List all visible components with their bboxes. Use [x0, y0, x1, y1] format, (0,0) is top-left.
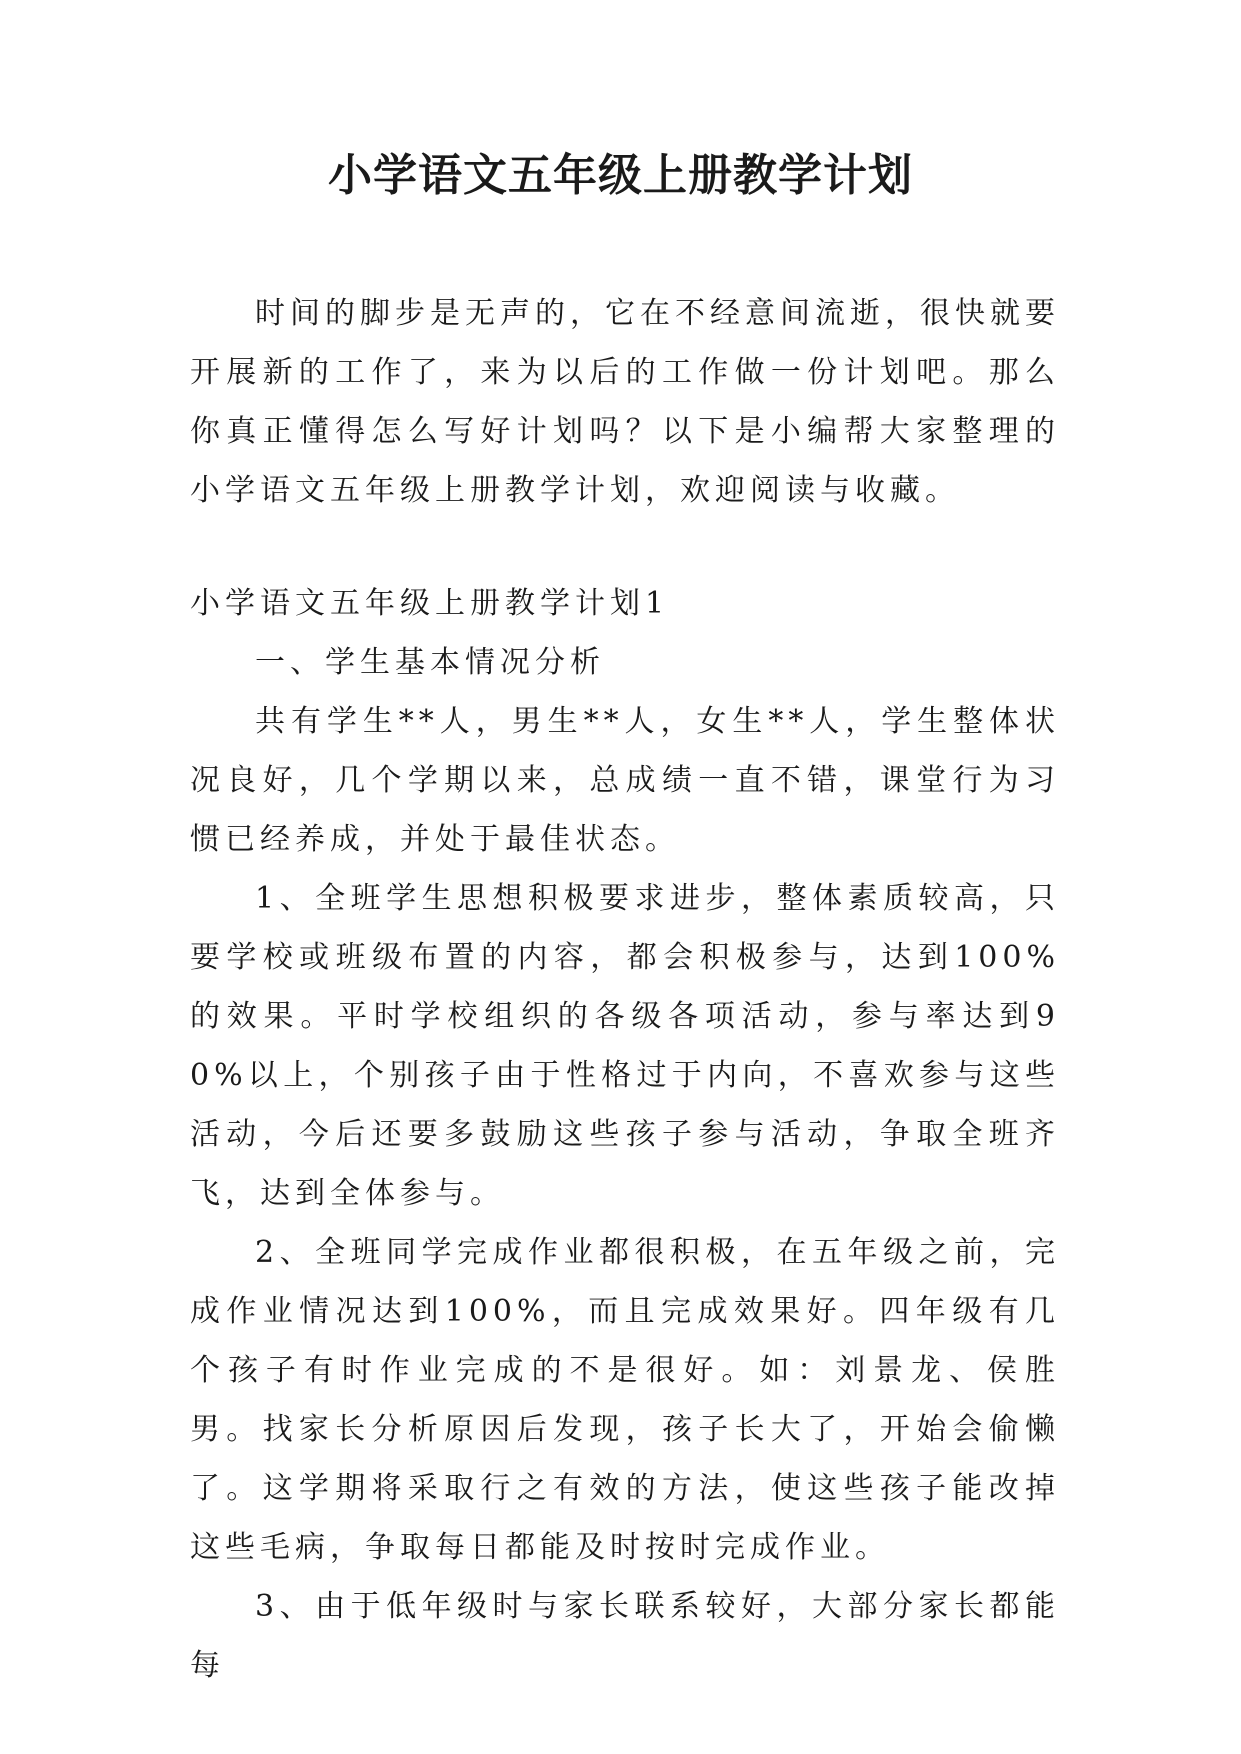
intro-paragraph: 时间的脚步是无声的，它在不经意间流逝，很快就要开展新的工作了，来为以后的工作做一份计划吧。那么你真正懂得怎么写好计划吗？以下是小编帮大家整理的小学语文五年级上册教学计划，欢迎阅读与收藏。: [190, 296, 1060, 508]
document-body: [190, 284, 1060, 1695]
body-paragraph: 3、由于低年级时与家长联系较好，大部分家长都能每: [190, 1589, 1060, 1683]
body-paragraph: 1、全班学生思想积极要求进步，整体素质较高，只要学校或班级布置的内容，都会积极参与，达到100%的效果。平时学校组织的各级各项活动，参与率达到90%以上，个别孩子由于性格过于内向，不喜欢参与这些活动，今后还要多鼓励这些孩子参与活动，争取全班齐飞，达到全体参与。: [190, 881, 1060, 1211]
section-title: 小学语文五年级上册教学计划1: [190, 586, 670, 621]
document-title: 小学语文五年级上册教学计划: [328, 150, 913, 201]
body-paragraph: 2、全班同学完成作业都很积极，在五年级之前，完成作业情况达到100%，而且完成效果好。四年级有几个孩子有时作业完成的不是很好。如：刘景龙、侯胜男。找家长分析原因后发现，孩子长大了，开始会偷懒了。这学期将采取行之有效的方法，使这些孩子能改掉这些毛病，争取每日都能及时按时完成作业。: [190, 1235, 1060, 1565]
subheading: 一、学生基本情况分析: [255, 645, 605, 680]
body-paragraph: 共有学生**人，男生**人，女生**人，学生整体状况良好，几个学期以来，总成绩一直不错，课堂行为习惯已经养成，并处于最佳状态。: [190, 704, 1060, 857]
